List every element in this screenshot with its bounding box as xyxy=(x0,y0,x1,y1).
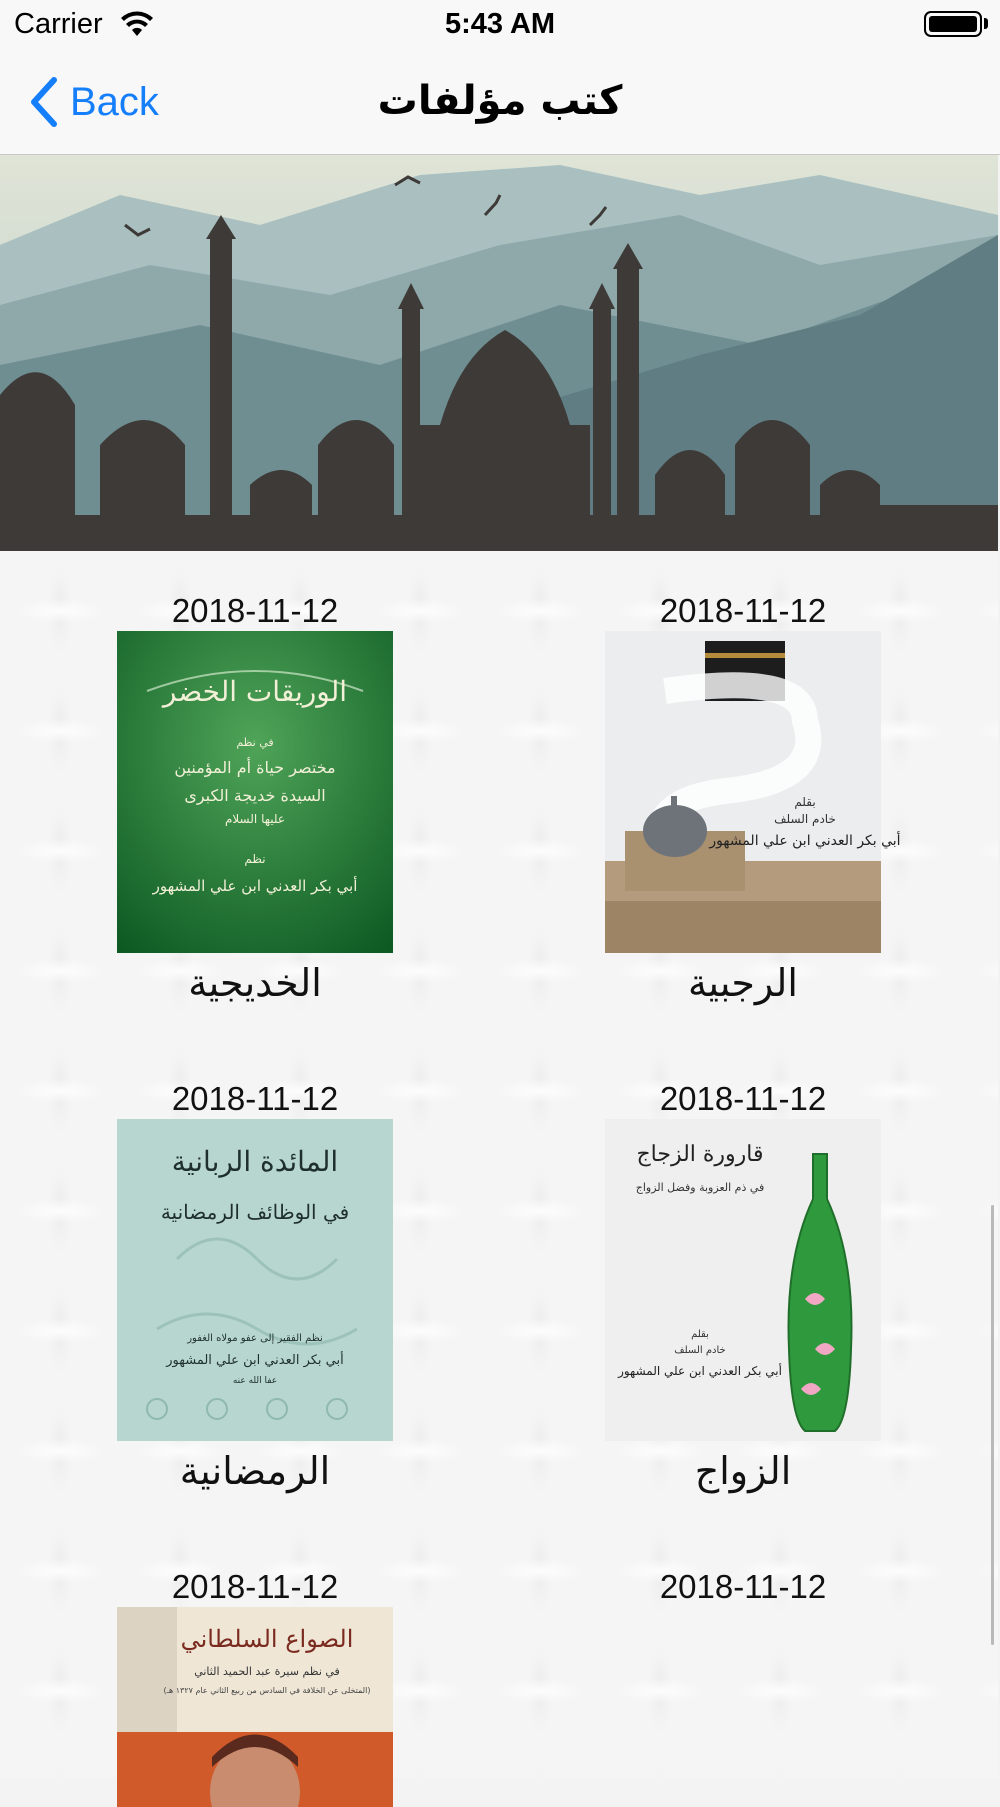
book-item-zawaj[interactable] xyxy=(543,1079,943,1493)
book-date: 2018-11-12 xyxy=(171,1080,339,1117)
battery-icon xyxy=(924,11,982,37)
cover-author-top: بقلم xyxy=(691,1329,709,1340)
cover-line1: في نظم xyxy=(236,736,274,749)
book-cover-image[interactable] xyxy=(605,631,901,953)
book-item-5[interactable] xyxy=(543,1567,943,1607)
cover-line3: السيدة خديجة الكبرى xyxy=(184,786,326,805)
cover-line2: (المتخلى عن الخلافة في السادس من ربيع الثاني عام ١٣٢٧ هـ) xyxy=(163,1686,371,1695)
book-item-khadijiya[interactable] xyxy=(55,591,455,1005)
cover-author-top: بقلم xyxy=(794,795,816,809)
cover-heading: الصواع السلطاني xyxy=(180,1625,354,1653)
cover-line1: في ذم العزوبة وفضل الزواج xyxy=(635,1181,765,1194)
cover-author-bottom: عفا الله عنه xyxy=(232,1376,278,1386)
cover-line2: مختصر حياة أم المؤمنين xyxy=(174,758,336,777)
book-item-rajabiya[interactable] xyxy=(543,591,943,1005)
book-title: الخديجية xyxy=(188,961,322,1005)
book-date: 2018-11-12 xyxy=(171,1568,339,1605)
cover-heading: الوريقات الخضر xyxy=(162,675,348,708)
cover-author-top: نظم xyxy=(244,852,266,866)
cover-author: أبي بكر العدني ابن علي المشهور xyxy=(166,1353,344,1368)
book-date: 2018-11-12 xyxy=(171,592,339,629)
cover-author-mid: خادم السلف xyxy=(774,812,836,826)
cover-author: أبي بكر العدني ابن علي المشهور xyxy=(152,877,358,895)
book-title: الزواج xyxy=(694,1449,792,1493)
mosque-banner-image xyxy=(0,155,998,551)
book-title: الرمضانية xyxy=(179,1449,331,1493)
book-item-6[interactable] xyxy=(55,1567,455,1807)
status-time: 5:43 AM xyxy=(444,8,556,40)
cover-author-top: نظم الفقير إلى عفو مولاه الغفور xyxy=(187,1333,323,1344)
books-grid[interactable] xyxy=(0,551,998,1778)
cover-author: أبي بكر العدني ابن علي المشهور xyxy=(709,833,901,849)
cover-line1: في نظم سيرة عبد الحميد الثاني xyxy=(194,1665,340,1678)
book-item-ramadaniya[interactable] xyxy=(55,1079,455,1493)
cover-author: أبي بكر العدني ابن علي المشهور xyxy=(618,1364,782,1378)
cover-heading: المائدة الربانية xyxy=(171,1145,339,1178)
cover-heading: قارورة الزجاج xyxy=(636,1142,764,1167)
book-date: 2018-11-12 xyxy=(659,1568,827,1605)
book-cover-image[interactable] xyxy=(605,1119,881,1441)
book-cover-image[interactable] xyxy=(117,631,393,953)
page-title: كتب مؤلفات xyxy=(377,78,623,124)
book-date: 2018-11-12 xyxy=(659,1080,827,1117)
carrier-label: Carrier xyxy=(14,8,103,40)
back-button-label: Back xyxy=(70,79,159,124)
book-date: 2018-11-12 xyxy=(659,592,827,629)
battery-cap xyxy=(984,18,988,29)
cover-line1: في الوظائف الرمضانية xyxy=(160,1200,350,1224)
cover-line4: عليها السلام xyxy=(224,812,286,826)
navigation-bar xyxy=(0,50,1000,155)
book-cover-image[interactable] xyxy=(117,1607,393,1807)
book-cover-image[interactable] xyxy=(117,1119,393,1441)
scroll-indicator[interactable] xyxy=(991,1205,994,1645)
status-bar xyxy=(0,0,1000,50)
book-title: الرجبية xyxy=(688,961,798,1005)
cover-author-mid: خادم السلف xyxy=(674,1345,726,1356)
